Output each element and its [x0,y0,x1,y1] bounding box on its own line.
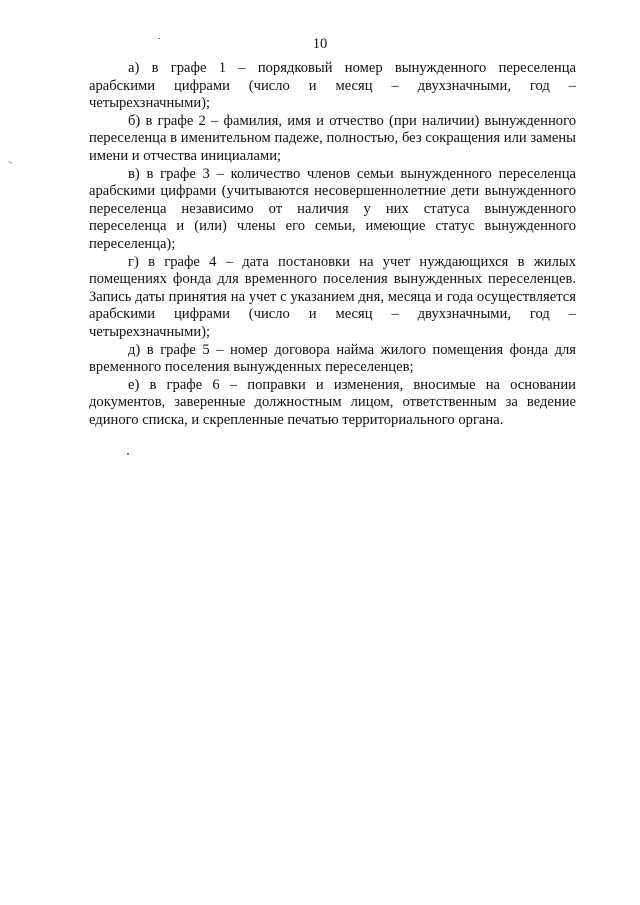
document-body [89,60,576,429]
paragraph-b: б) в графе 2 – фамилия, имя и отчество (при наличии) вынужденного переселенца в именительном падеже, полностью, без сокращения или замены имени и отчества инициалами; [89,112,576,164]
paragraph-a: а) в графе 1 – порядковый номер вынужденного переселенца арабскими цифрами (число и месяц – двухзначными, год – четырехзначными); [89,60,576,112]
scan-speck [8,161,13,164]
paragraph-v: в) в графе 3 – количество членов семьи вынужденного переселенца арабскими цифрами (учитываются несовершеннолетние дети вынужденного переселенца независимо от наличия у них статуса вынужденного переселенца и (или) члены его семьи, имеющие статус вынужденного переселенца); [89,165,576,252]
paragraph-g: г) в графе 4 – дата постановки на учет нуждающихся в жилых помещениях фонда для временного поселения вынужденных переселенцев. Запись даты принятия на учет с указанием дня, месяца и года осуществляется арабскими цифрами (число и месяц – двухзначными, год – четырехзначными); [89,253,576,340]
paragraph-d: д) в графе 5 – номер договора найма жилого помещения фонда для временного поселения вынужденных переселенцев; [89,341,576,376]
page-number: 10 [312,36,328,52]
scan-speck [127,453,129,455]
paragraph-e: е) в графе 6 – поправки и изменения, вносимые на основании документов, заверенные должностным лицом, ответственным за ведение единого списка, и скрепленные печатью территориального органа. [89,376,576,428]
scan-speck [158,38,160,39]
